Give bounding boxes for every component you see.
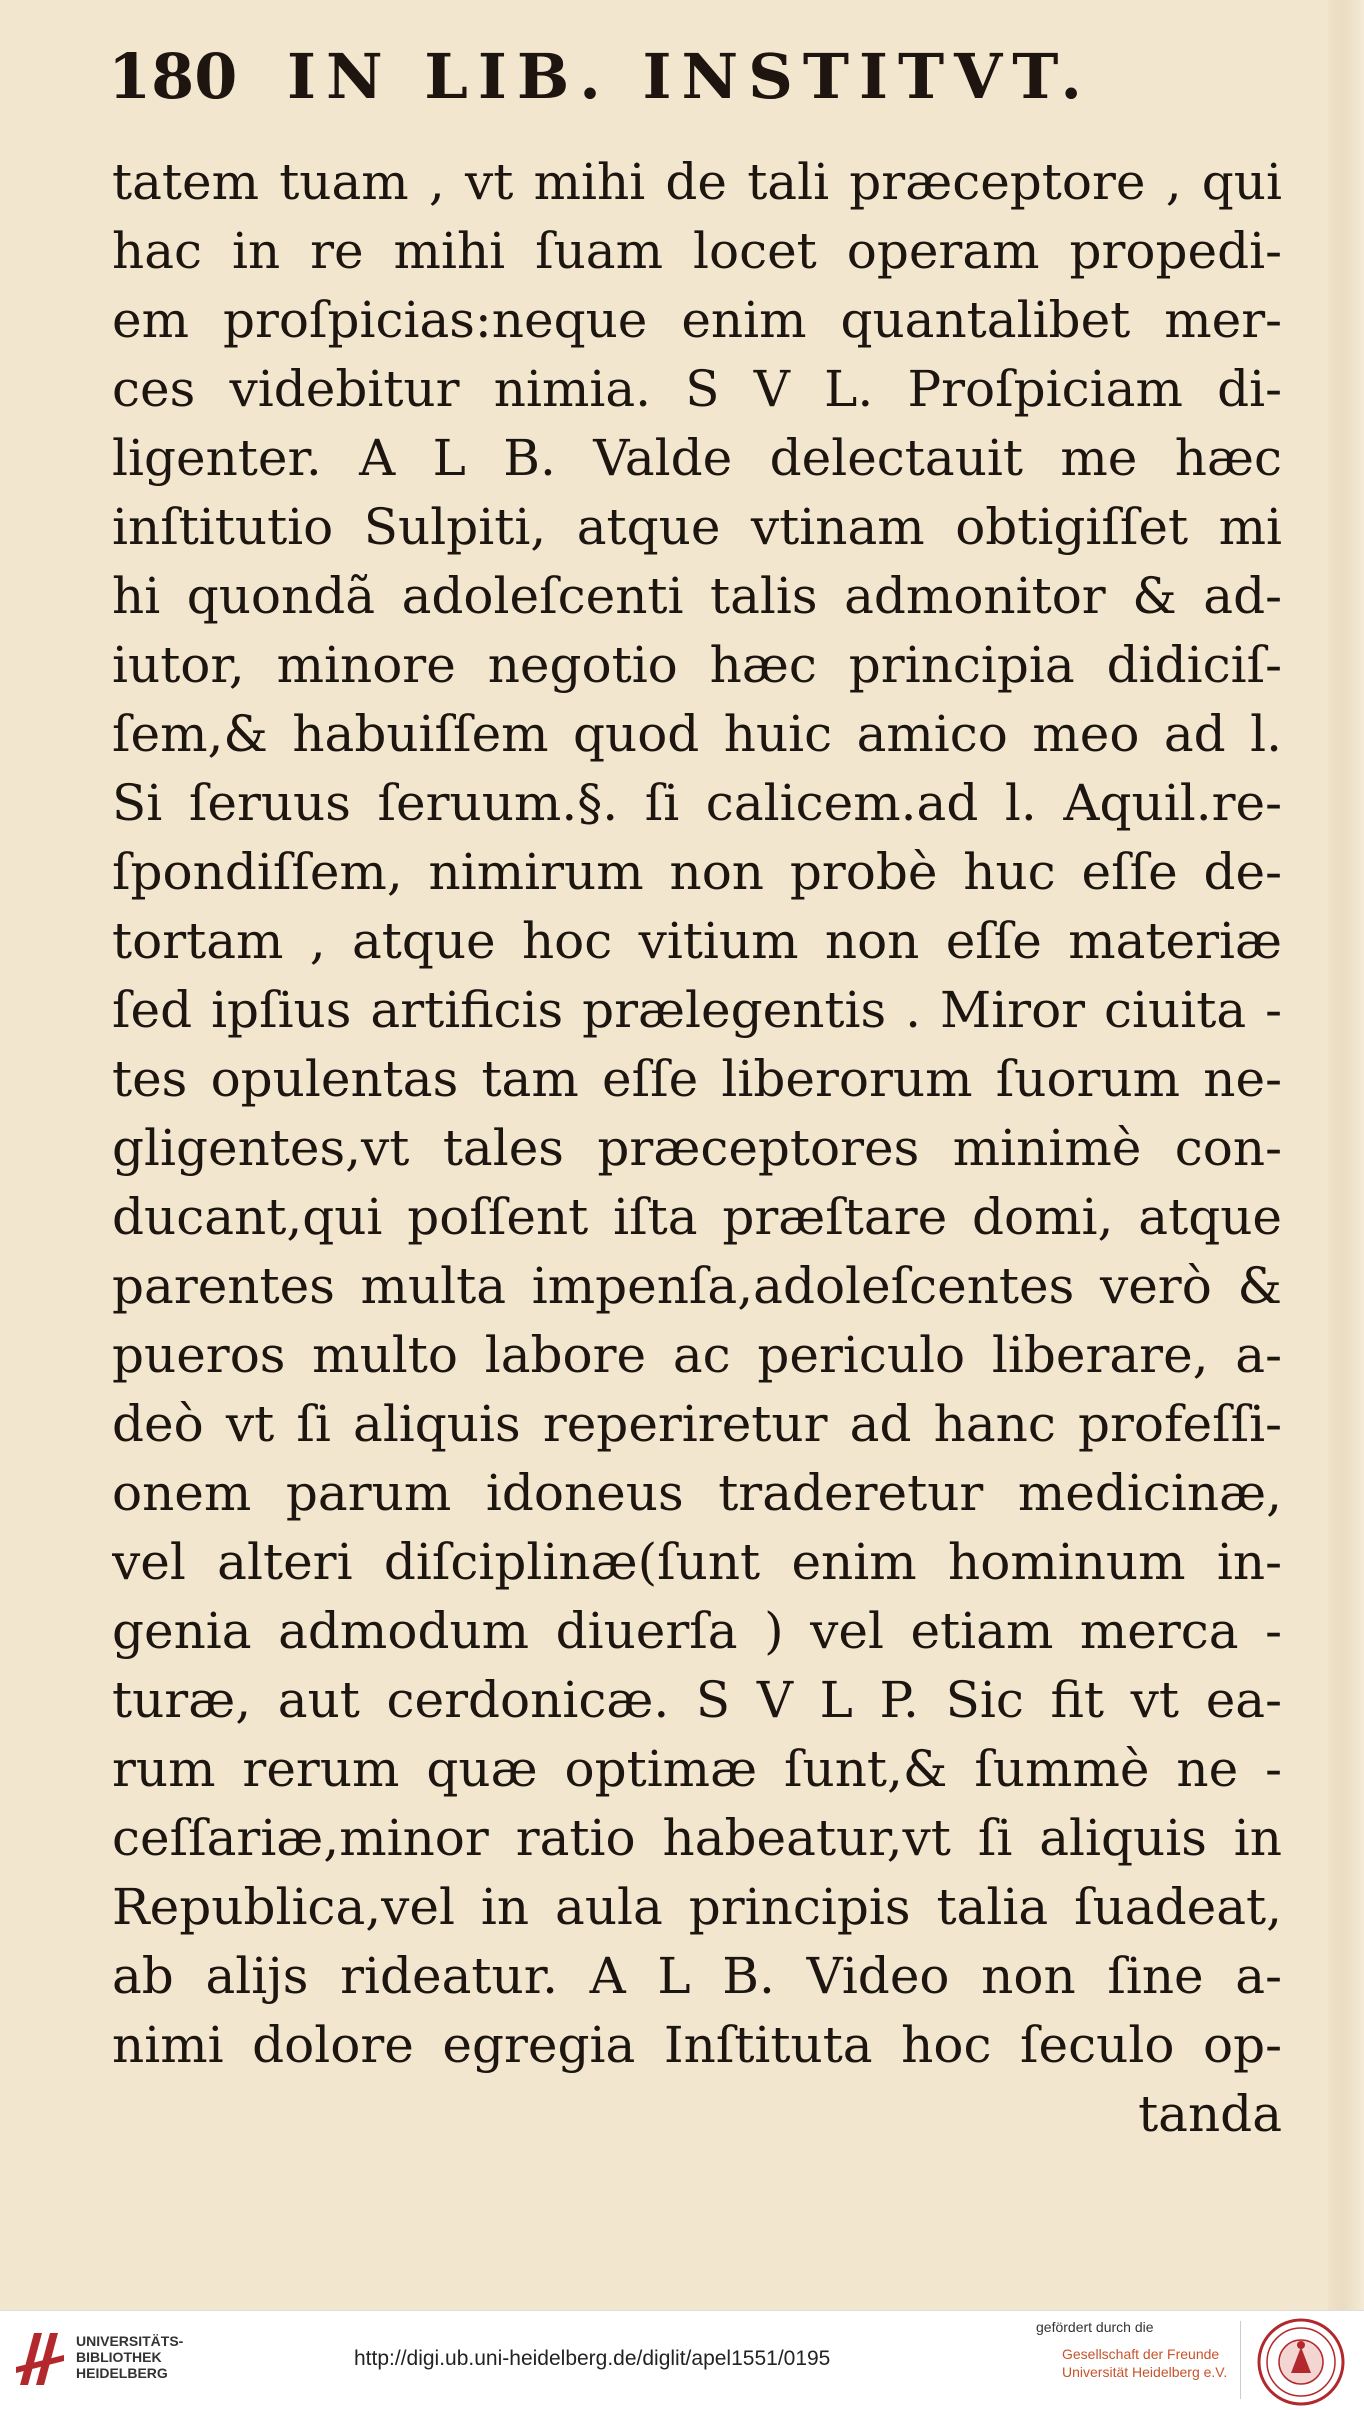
text-line: rum rerum quæ optimæ ſunt,& ſummè ne - [112, 1740, 1282, 1798]
text-line: Si ſeruus ſeruum.§. ſi calicem.ad l. Aquil.re- [112, 774, 1282, 832]
catchword: tanda [1138, 2085, 1282, 2143]
text-line: ligenter. A L B. Valde delectauit me hæc [112, 429, 1282, 487]
university-seal-icon [1256, 2317, 1346, 2407]
text-line: ſpondiſſem, nimirum non probè huc eſſe de- [112, 843, 1282, 901]
text-line: ſem,& habuiſſem quod huic amico meo ad l. [112, 705, 1282, 763]
text-line: deò vt ſi aliquis reperiretur ad hanc profeſſi- [112, 1395, 1282, 1453]
sponsor-name-line: Gesellschaft der Freunde [1062, 2346, 1220, 2362]
library-name-line: BIBLIOTHEK [76, 2349, 162, 2365]
library-name-line: UNIVERSITÄTS- [76, 2333, 184, 2349]
text-line: Republica,vel in aula principis talia ſuadeat, [112, 1878, 1282, 1936]
footer-divider [1240, 2321, 1241, 2399]
library-name-line: HEIDELBERG [76, 2365, 168, 2381]
text-line: ducant,qui poſſent iſta præſtare domi, atque [112, 1188, 1282, 1246]
running-title: IN LIB. INSTITVT. [287, 40, 1093, 113]
text-line: ceſſariæ,minor ratio habeatur,vt ſi aliquis in [112, 1809, 1282, 1867]
viewer-footer [0, 2310, 1364, 2410]
sponsor-name-line: Universität Heidelberg e.V. [1062, 2364, 1228, 2380]
text-line: ab alijs rideatur. A L B. Video non ſine a- [112, 1947, 1282, 2005]
page-number: 180 [108, 40, 238, 113]
text-line: vel alteri diſciplinæ(ſunt enim hominum in- [112, 1533, 1282, 1591]
text-line: genia admodum diuerſa ) vel etiam merca - [112, 1602, 1282, 1660]
university-library-logo-icon [14, 2327, 66, 2391]
sponsor-label: gefördert durch die [1036, 2319, 1154, 2335]
text-line: nimi dolore egregia Inſtituta hoc ſeculo op- [112, 2016, 1282, 2074]
text-line: tortam , atque hoc vitium non eſſe materiæ [112, 912, 1282, 970]
permalink-link[interactable]: http://digi.ub.uni-heidelberg.de/diglit/apel1551/0195 [354, 2347, 831, 2370]
library-name [76, 2333, 183, 2381]
text-line: onem parum idoneus traderetur medicinæ, [112, 1464, 1282, 1522]
text-line: em proſpicias:neque enim quantalibet mer- [112, 291, 1282, 349]
sponsor-name [1062, 2345, 1237, 2381]
text-line: hi quondã adoleſcenti talis admonitor & ad- [112, 567, 1282, 625]
text-line: tatem tuam , vt mihi de tali præceptore , qui [112, 153, 1282, 211]
text-line: pueros multo labore ac periculo liberare, a- [112, 1326, 1282, 1384]
running-head [108, 40, 1308, 120]
text-line: hac in re mihi ſuam locet operam propedi- [112, 222, 1282, 280]
text-line: ſed ipſius artificis prælegentis . Miror ciuita - [112, 981, 1282, 1039]
text-line: parentes multa impenſa,adoleſcentes verò & [112, 1257, 1282, 1315]
text-line: tes opulentas tam eſſe liberorum ſuorum ne- [112, 1050, 1282, 1108]
text-line: iutor, minore negotio hæc principia didiciſ- [112, 636, 1282, 694]
text-line: ces videbitur nimia. S V L. Proſpiciam di- [112, 360, 1282, 418]
body-text [112, 148, 1282, 2149]
text-line: turæ, aut cerdonicæ. S V L P. Sic fit vt ea- [112, 1671, 1282, 1729]
text-line: gligentes,vt tales præceptores minimè con- [112, 1119, 1282, 1177]
page-edge [1328, 0, 1364, 2310]
text-line: inſtitutio Sulpiti, atque vtinam obtigiſſet mi [112, 498, 1282, 556]
